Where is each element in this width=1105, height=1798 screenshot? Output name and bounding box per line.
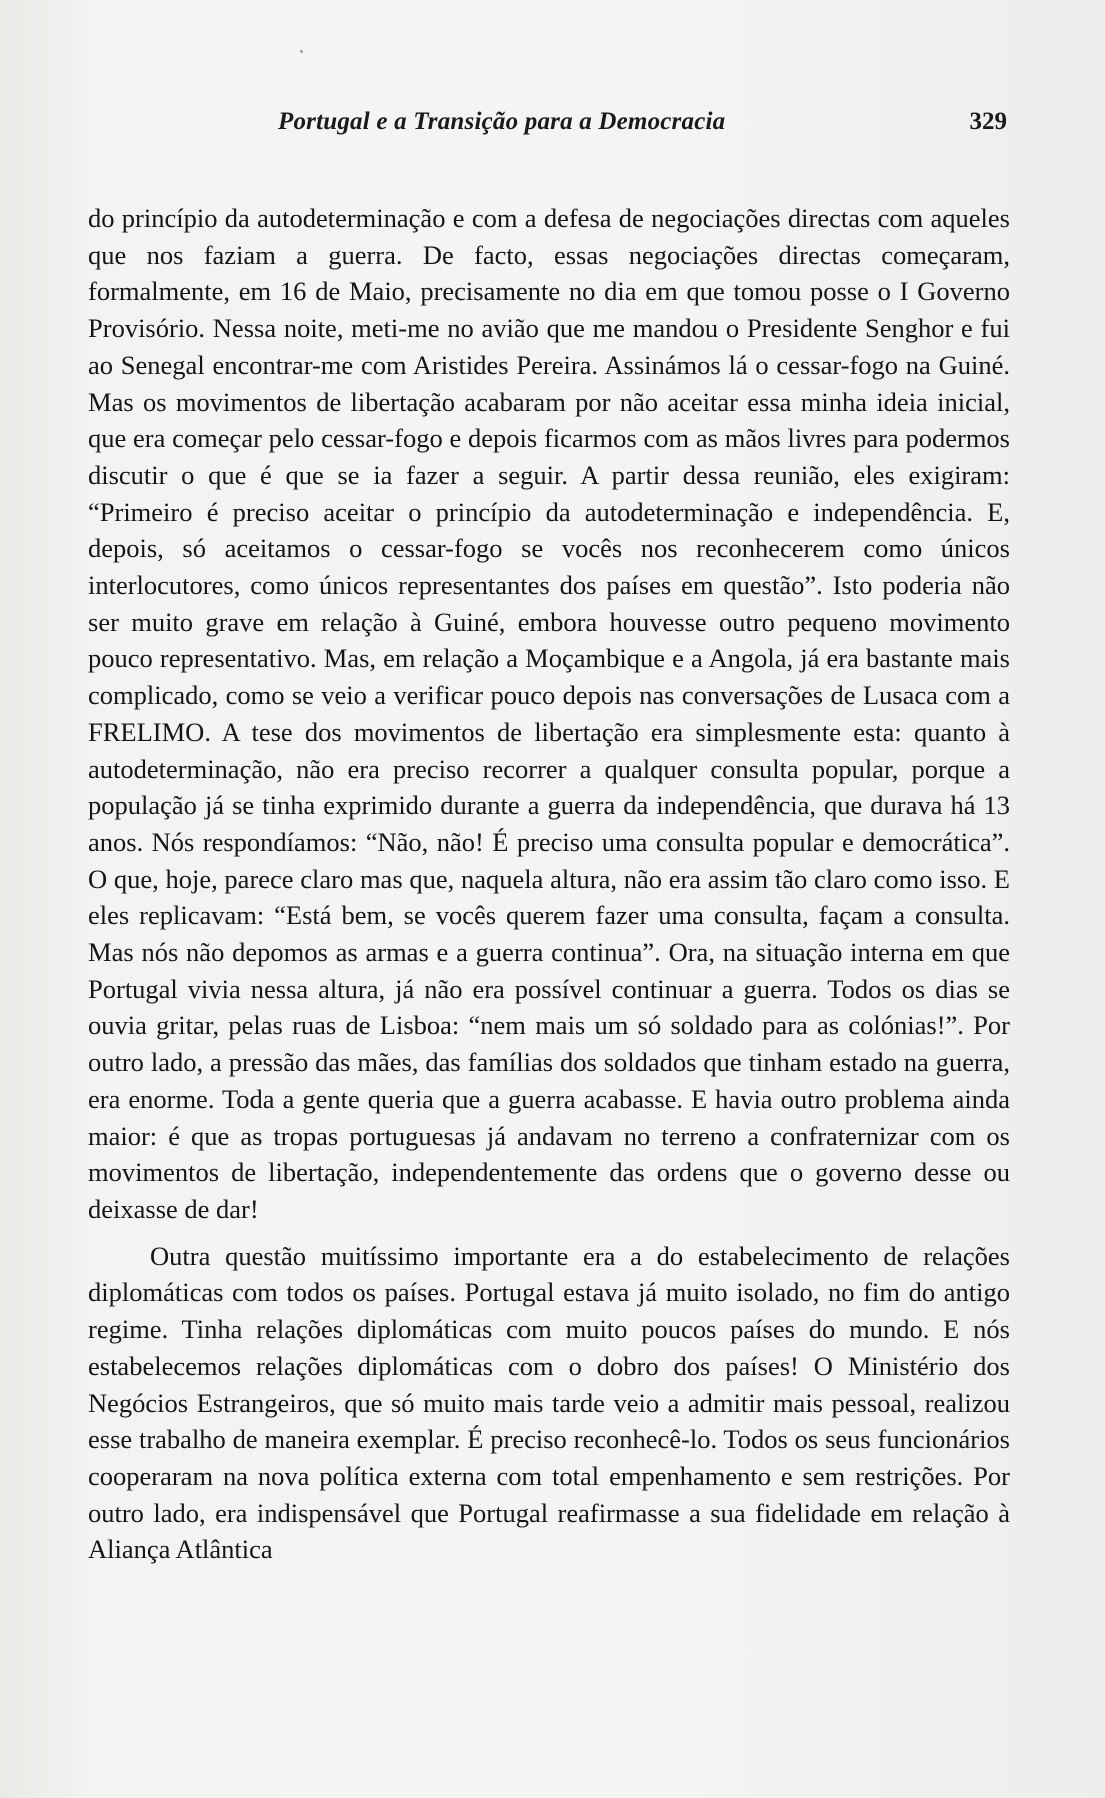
paragraph-2: Outra questão muitíssimo importante era a do estabelecimento de relações diplomáticas com todos os países. Portugal estava já muito isolado, no fim do antigo regime. Tinha relações diplomáticas com muito poucos países do mundo. E nós estabelecemos relações diplomáticas com o dobro dos países! O Ministério dos Negócios Estrangeiros, que só muito mais tarde veio a admitir mais pessoal, realizou esse trabalho de maneira exemplar. É preciso reconhecê-lo. Todos os seus funcionários cooperaram na nova política externa com total empenhamento e sem restrições. Por outro lado, era indispensável que Portugal reafirmasse a sua fidelidade em relação à Aliança Atlântica xyxy=(88,1240,1010,1565)
page-number: 329 xyxy=(969,108,1007,135)
paper-speck xyxy=(300,50,303,53)
running-header xyxy=(278,108,1012,148)
running-title: Portugal e a Transição para a Democracia xyxy=(278,108,726,135)
paragraph-1: do princípio da autodeterminação e com a defesa de negociações directas com aqueles que nos faziam a guerra. De facto, essas negociações directas começaram, formalmente, em 16 de Maio, precisamente no dia em que tomou posse o I Governo Provisório. Nessa noite, meti-me no avião que me mandou o Presidente Senghor e fui ao Senegal encontrar-me com Aristides Pereira. Assinámos lá o cessar-fogo na Guiné. Mas os movimentos de libertação acabaram por não aceitar essa minha ideia inicial, que era começar pelo cessar-fogo e depois ficarmos com as mãos livres para podermos discutir o que é que se ia fazer a seguir. A partir dessa reunião, eles exigiram: “Primeiro é preciso aceitar o princípio da autodeterminação e independência. E, depois, só aceitamos o cessar-fogo se vocês nos reconhecerem como únicos interlocutores, como únicos representantes dos países em questão”. Isto poderia não ser muito grave em relação à Guiné, embora houvesse outro pequeno movimento pouco representativo. Mas, em relação a Moçambique e a Angola, já era bastante mais complicado, como se veio a verificar pouco depois nas conversações de Lusaca com a FRELIMO. A tese dos movimentos de libertação era simplesmente esta: quanto à autodeterminação, não era preciso recorrer a qualquer consulta popular, porque a população já se tinha exprimido durante a guerra da independência, que durava há 13 anos. Nós respondíamos: “Não, não! É preciso uma consulta popular e democrática”. O que, hoje, parece claro mas que, naquela altura, não era assim tão claro como isso. E eles replicavam: “Está bem, se vocês querem fazer uma consulta, façam a consulta. Mas nós não depomos as armas e a guerra continua”. Ora, na situação interna em que Portugal vivia nessa altura, já não era possível continuar a guerra. Todos os dias se ouvia gritar, pelas ruas de Lisboa: “nem mais um só soldado para as colónias!”. Por outro lado, a pressão das mães, das famílias dos soldados que tinham estado na guerra, era enorme. Toda a gente queria que a guerra acabasse. E havia outro problema ainda maior: é que as tropas portuguesas já andavam no terreno a confraternizar com os movimentos de libertação, independentemente das ordens que o governo desse ou deixasse de dar! xyxy=(88,203,1010,1224)
body-text xyxy=(88,200,1010,1568)
